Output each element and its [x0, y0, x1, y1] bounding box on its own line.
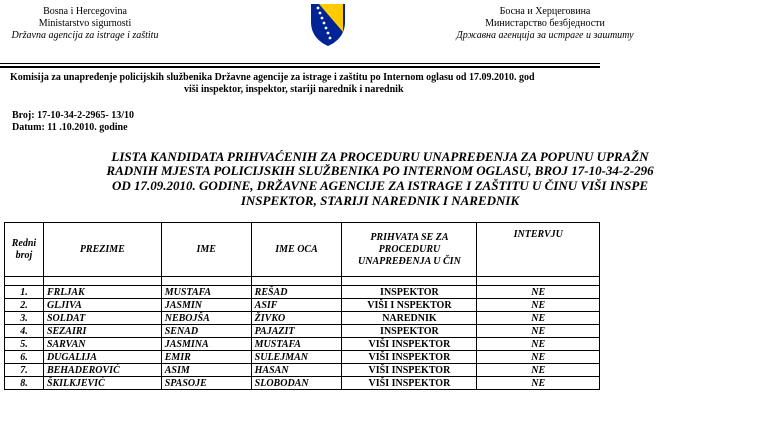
candidates-table [4, 222, 600, 390]
cell-ime: SENAD [161, 325, 251, 338]
header-right-country: Босна и Херцеговина [499, 6, 591, 17]
cell-redni-broj: 7. [5, 364, 44, 377]
cell-ime-oca: SLOBODAN [251, 377, 342, 390]
cell-cin: VIŠI INSPEKTOR [342, 377, 477, 390]
cell-prezime: DUGALIJA [43, 351, 161, 364]
cell-redni-broj: 1. [5, 286, 44, 299]
cell-ime: NEBOJŠA [161, 312, 251, 325]
header-left-block [0, 6, 170, 42]
cell-cin: INSPEKTOR [342, 286, 477, 299]
table-row [5, 351, 600, 364]
header-left-ministry: Ministarstvo sigurnosti [38, 18, 132, 29]
cell-intervju: NE [477, 338, 600, 351]
cell-cin: VIŠI I NSPEKTOR [342, 299, 477, 312]
cell-ime: JASMIN [161, 299, 251, 312]
header-right-block [445, 6, 645, 42]
cell-prezime: SOLDAT [43, 312, 161, 325]
cell-redni-broj: 8. [5, 377, 44, 390]
list-title-line-3: OD 17.09.2010. GODINE, DRŽAVNE AGENCIJE ZA ISTRAGE I ZAŠTITU U ČINU VIŠI INSPE [112, 178, 648, 193]
col-header-intervju: INTERVJU [477, 223, 600, 277]
cell-redni-broj: 6. [5, 351, 44, 364]
document-date: Datum: 11 .10.2010. godine [12, 122, 128, 133]
cell-intervju: NE [477, 325, 600, 338]
commission-line-1: Komisija za unapređenje policijskih službenika Državne agencije za istrage i zaštitu po Internom oglasu od 17.09.2010. god [10, 72, 535, 83]
table-row [5, 325, 600, 338]
cell-cin: VIŠI INSPEKTOR [342, 338, 477, 351]
cell-intervju: NE [477, 312, 600, 325]
commission-line-2: viši inspektor, inspektor, stariji narednik i narednik [184, 84, 404, 95]
table-row [5, 299, 600, 312]
table-header-row [5, 223, 600, 277]
col-header-ime-oca: IME OCA [251, 223, 342, 277]
cell-ime-oca: ASIF [251, 299, 342, 312]
cell-cin: NAREDNIK [342, 312, 477, 325]
table-row [5, 338, 600, 351]
cell-redni-broj: 4. [5, 325, 44, 338]
cell-ime-oca: PAJAZIT [251, 325, 342, 338]
cell-prezime: SEZAIRI [43, 325, 161, 338]
cell-ime: ASIM [161, 364, 251, 377]
cell-prezime: FRLJAK [43, 286, 161, 299]
cell-ime-oca: ŽIVKO [251, 312, 342, 325]
cell-intervju: NE [477, 351, 600, 364]
cell-redni-broj: 3. [5, 312, 44, 325]
table-row [5, 286, 600, 299]
table-spacer-row [5, 277, 600, 286]
cell-prezime: ŠKILKJEVIĆ [43, 377, 161, 390]
cell-cin: VIŠI INSPEKTOR [342, 364, 477, 377]
header-left-country: Bosna i Hercegovina [43, 6, 127, 17]
cell-prezime: BEHADEROVIĆ [43, 364, 161, 377]
cell-ime: JASMINA [161, 338, 251, 351]
table-row [5, 377, 600, 390]
cell-intervju: NE [477, 299, 600, 312]
document-number: Broj: 17-10-34-2-2965- 13/10 [12, 110, 135, 121]
cell-prezime: GLJIVA [43, 299, 161, 312]
list-title-line-4: INSPEKTOR, STARIJI NAREDNIK I NAREDNIK [240, 193, 520, 208]
table-row [5, 312, 600, 325]
cell-intervju: NE [477, 286, 600, 299]
cell-redni-broj: 5. [5, 338, 44, 351]
cell-prezime: SARVAN [43, 338, 161, 351]
cell-redni-broj: 2. [5, 299, 44, 312]
cell-ime-oca: MUSTAFA [251, 338, 342, 351]
header-left-agency: Državna agencija za istrage i zaštitu [11, 30, 159, 41]
header-divider-thin [0, 63, 600, 64]
table-row [5, 364, 600, 377]
cell-cin: INSPEKTOR [342, 325, 477, 338]
col-header-prezime: PREZIME [43, 223, 161, 277]
cell-intervju: NE [477, 377, 600, 390]
list-title-line-2: RADNIH MJESTA POLICIJSKIH SLUŽBENIKA PO INTERNOM OGLASU, BROJ 17-10-34-2-296 [106, 163, 654, 178]
cell-ime-oca: HASAN [251, 364, 342, 377]
cell-ime: SPASOJE [161, 377, 251, 390]
col-header-ime: IME [161, 223, 251, 277]
cell-ime: EMIR [161, 351, 251, 364]
header-divider-thick [0, 66, 600, 68]
cell-ime-oca: REŠAD [251, 286, 342, 299]
coat-of-arms-icon [309, 2, 347, 48]
list-title-line-1: LISTA KANDIDATA PRIHVAĆENIH ZA PROCEDURU UNAPREĐENJA ZA POPUNU UPRAŽN [111, 149, 649, 164]
cell-cin: VIŠI INSPEKTOR [342, 351, 477, 364]
cell-ime: MUSTAFA [161, 286, 251, 299]
header-right-agency: Државна агенција за истраге и заштиту [456, 30, 634, 41]
col-header-prihvata: PRIHVATA SE ZA PROCEDURU UNAPREĐENJA U ČIN [342, 223, 477, 277]
col-header-redni-broj: Redni broj [5, 223, 44, 277]
cell-ime-oca: SULEJMAN [251, 351, 342, 364]
header-right-ministry: Министарство безбједности [485, 18, 605, 29]
cell-intervju: NE [477, 364, 600, 377]
